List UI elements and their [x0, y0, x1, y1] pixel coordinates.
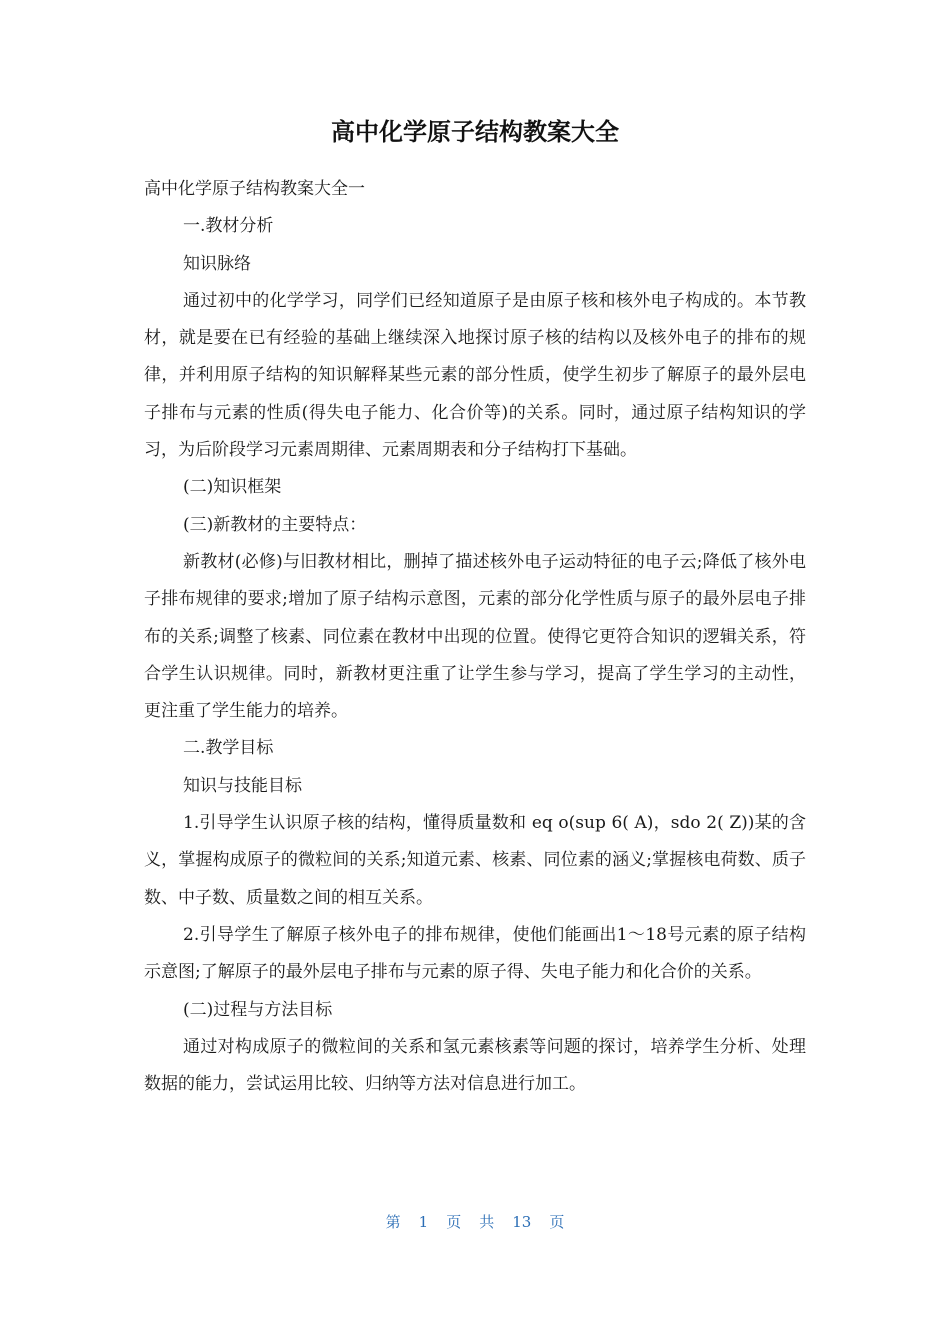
footer-current-page: 1: [418, 1213, 429, 1231]
subheading-process-methods: (二)过程与方法目标: [183, 999, 333, 1020]
footer-total-label: 共: [479, 1213, 495, 1231]
subheading-knowledge-skills: 知识与技能目标: [183, 775, 302, 796]
footer-page-label: 第: [385, 1213, 401, 1231]
paragraph-textbook-features: 新教材(必修)与旧教材相比，删掉了描述核外电子运动特征的电子云;降低了核外电子排布规律的要求;增加了原子结构示意图，元素的部分化学性质与原子的最外层电子排布的关系;调整了核素、同位素在教材中出现的位置。使得它更符合知识的逻辑关系，符合学生认识规律。同时，新教材更注重了让学生参与学习，提高了学生学习的主动性，更注重了学生能力的培养。: [144, 551, 806, 722]
document-body: [144, 171, 806, 1103]
subheading-textbook-features: (三)新教材的主要特点：: [183, 514, 367, 535]
section-heading-teaching-goals: 二.教学目标: [183, 738, 274, 759]
paragraph-knowledge-context: 通过初中的化学学习，同学们已经知道原子是由原子核和核外电子构成的。本节教材，就是要在已有经验的基础上继续深入地探讨原子核的结构以及核外电子的排布的规律，并利用原子结构的知识解释某些元素的部分性质，使学生初步了解原子的最外层电子排布与元素的性质(得失电子能力、化合价等)的关系。同时，通过原子结构知识的学习，为后阶段学习元素周期律、元素周期表和分子结构打下基础。: [144, 290, 806, 461]
footer-total-word: 页: [549, 1213, 565, 1231]
subheading-knowledge-framework: (二)知识框架: [183, 477, 282, 498]
footer-total-pages: 13: [512, 1213, 532, 1231]
page-footer: [0, 1210, 950, 1234]
paragraph-process-methods: 通过对构成原子的微粒间的关系和氢元素核素等问题的探讨，培养学生分析、处理数据的能力，尝试运用比较、归纳等方法对信息进行加工。: [144, 1036, 806, 1095]
paragraph-subtitle: 高中化学原子结构教案大全一: [144, 179, 365, 199]
document-title: 高中化学原子结构教案大全: [331, 118, 619, 146]
paragraph-goal-1: 1.引导学生认识原子核的结构，懂得质量数和 eq o(sup 6( A)，sdo 2( Z))某的含义，掌握构成原子的微粒间的关系;知道元素、核素、同位素的涵义;掌握核电荷数、质子数、中子数、质量数之间的相互关系。: [144, 813, 806, 908]
paragraph-goal-2: 2.引导学生了解原子核外电子的排布规律，使他们能画出1～18号元素的原子结构示意图;了解原子的最外层电子排布与元素的原子得、失电子能力和化合价的关系。: [144, 924, 806, 983]
footer-page-word: 页: [446, 1213, 462, 1231]
section-heading-textbook-analysis: 一.教材分析: [183, 216, 274, 237]
subheading-knowledge-context: 知识脉络: [183, 253, 251, 274]
